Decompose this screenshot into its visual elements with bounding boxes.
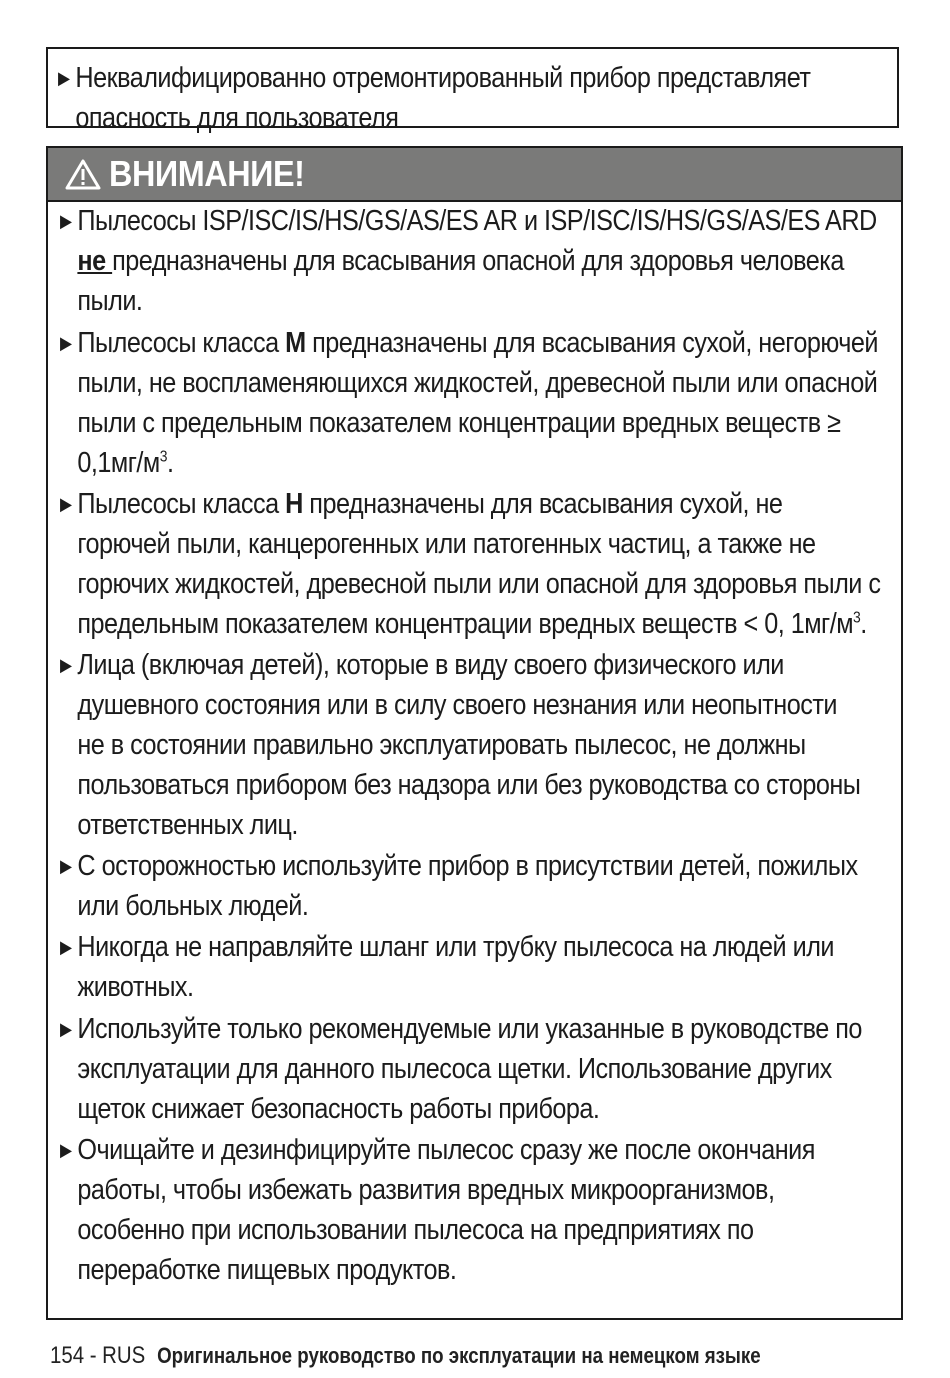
warning-item bbox=[60, 846, 858, 926]
item-line: пыли, не воспламеняющихся жидкостей, древесной пыли или опасной bbox=[77, 367, 878, 399]
item-line: пыли с предельным показателем концентрации вредных веществ ≥ bbox=[77, 407, 841, 439]
item-text: предназначены для всасывания опасной для здоровья человека bbox=[112, 245, 844, 277]
item-line: животных. bbox=[77, 971, 194, 1003]
warning-item bbox=[60, 323, 878, 483]
bullet-arrow-icon: ▶ bbox=[60, 333, 72, 353]
item-text: . bbox=[860, 608, 867, 640]
item-line bbox=[60, 443, 843, 483]
bullet-arrow-icon: ▶ bbox=[60, 937, 72, 957]
warning-title: ВНИМАНИЕ! bbox=[109, 153, 305, 194]
item-text: 0,1мг/м bbox=[77, 447, 160, 479]
page-footer bbox=[50, 1341, 761, 1371]
item-line: не в состоянии правильно эксплуатировать пылесос, не должны bbox=[77, 729, 806, 761]
page-number: 154 - RUS bbox=[50, 1342, 146, 1369]
notice-line: опасность для пользователя bbox=[75, 102, 399, 134]
warning-item bbox=[60, 927, 843, 1007]
bullet-arrow-icon: ▶ bbox=[60, 856, 72, 876]
notice-line: Неквалифицированно отремонтированный прибор представляет bbox=[75, 62, 811, 94]
item-line: Пылесосы ISP/ISC/IS/HS/GS/AS/ES AR и ISP/ISC/IS/HS/GS/AS/ES ARD bbox=[77, 205, 877, 237]
item-line: переработке пищевых продуктов. bbox=[77, 1254, 457, 1286]
item-line: С осторожностью используйте прибор в присутствии детей, пожилых bbox=[77, 850, 858, 882]
warning-item bbox=[60, 201, 877, 321]
class-label: M bbox=[285, 327, 306, 359]
warning-header bbox=[48, 148, 901, 202]
bullet-arrow-icon: ▶ bbox=[60, 655, 72, 675]
superscript: 3 bbox=[853, 609, 861, 627]
item-text: Пылесосы класса bbox=[77, 488, 286, 520]
item-line: особенно при использовании пылесоса на предприятиях по bbox=[77, 1214, 754, 1246]
class-label: H bbox=[285, 488, 303, 520]
notice-box bbox=[46, 47, 899, 134]
item-line bbox=[60, 241, 843, 281]
bullet-arrow-icon: ▶ bbox=[60, 1140, 72, 1160]
item-line bbox=[60, 484, 843, 524]
bullet-arrow-icon: ▶ bbox=[60, 211, 72, 231]
item-line: душевного состояния или в силу своего незнания или неопытности bbox=[77, 689, 837, 721]
superscript: 3 bbox=[159, 448, 167, 466]
item-line bbox=[60, 323, 878, 363]
emphasis-text: не bbox=[77, 245, 113, 277]
item-text: предельным показателем концентрации вредных веществ < 0, 1мг/м bbox=[77, 608, 854, 640]
bullet-arrow-icon: ▶ bbox=[58, 68, 70, 88]
warning-item bbox=[60, 484, 881, 644]
item-line: Используйте только рекомендуемые или указанные в руководстве по bbox=[77, 1013, 862, 1045]
item-line: работы, чтобы избежать развития вредных микроорганизмов, bbox=[77, 1174, 775, 1206]
item-text: Пылесосы класса bbox=[77, 327, 286, 359]
item-line: горючей пыли, канцерогенных или патогенных частиц, а также не bbox=[77, 528, 816, 560]
item-text: предназначены для всасывания сухой, негорючей bbox=[305, 327, 878, 359]
item-line: горючих жидкостей, древесной пыли или опасной для здоровья пыли с bbox=[77, 568, 881, 600]
bullet-arrow-icon: ▶ bbox=[60, 1019, 72, 1039]
notice-item bbox=[58, 58, 841, 138]
item-text: предназначены для всасывания сухой, не bbox=[302, 488, 783, 520]
item-line: эксплуатации для данного пылесоса щетки. Использование других bbox=[77, 1053, 832, 1085]
item-line: щеток снижает безопасность работы прибора. bbox=[77, 1093, 600, 1125]
item-line: или больных людей. bbox=[77, 890, 309, 922]
item-line: Никогда не направляйте шланг или трубку пылесоса на людей или bbox=[77, 931, 834, 963]
item-text: . bbox=[166, 447, 174, 479]
warning-item bbox=[60, 645, 861, 845]
item-line bbox=[60, 604, 867, 644]
warning-item bbox=[60, 1009, 862, 1129]
item-line: пользоваться прибором без надзора или без руководства со стороны bbox=[77, 769, 861, 801]
warning-item bbox=[60, 1130, 843, 1290]
bullet-arrow-icon: ▶ bbox=[60, 494, 72, 514]
item-line: пыли. bbox=[77, 285, 143, 317]
item-line: Лица (включая детей), которые в виду своего физического или bbox=[77, 649, 784, 681]
footer-note: Оригинальное руководство по эксплуатации на немецком языке bbox=[157, 1343, 761, 1368]
item-line: Очищайте и дезинфицируйте пылесос сразу же после окончания bbox=[77, 1134, 815, 1166]
item-line: ответственных лиц. bbox=[77, 809, 298, 841]
warning-triangle-icon bbox=[65, 158, 101, 190]
warning-box bbox=[46, 146, 903, 1320]
